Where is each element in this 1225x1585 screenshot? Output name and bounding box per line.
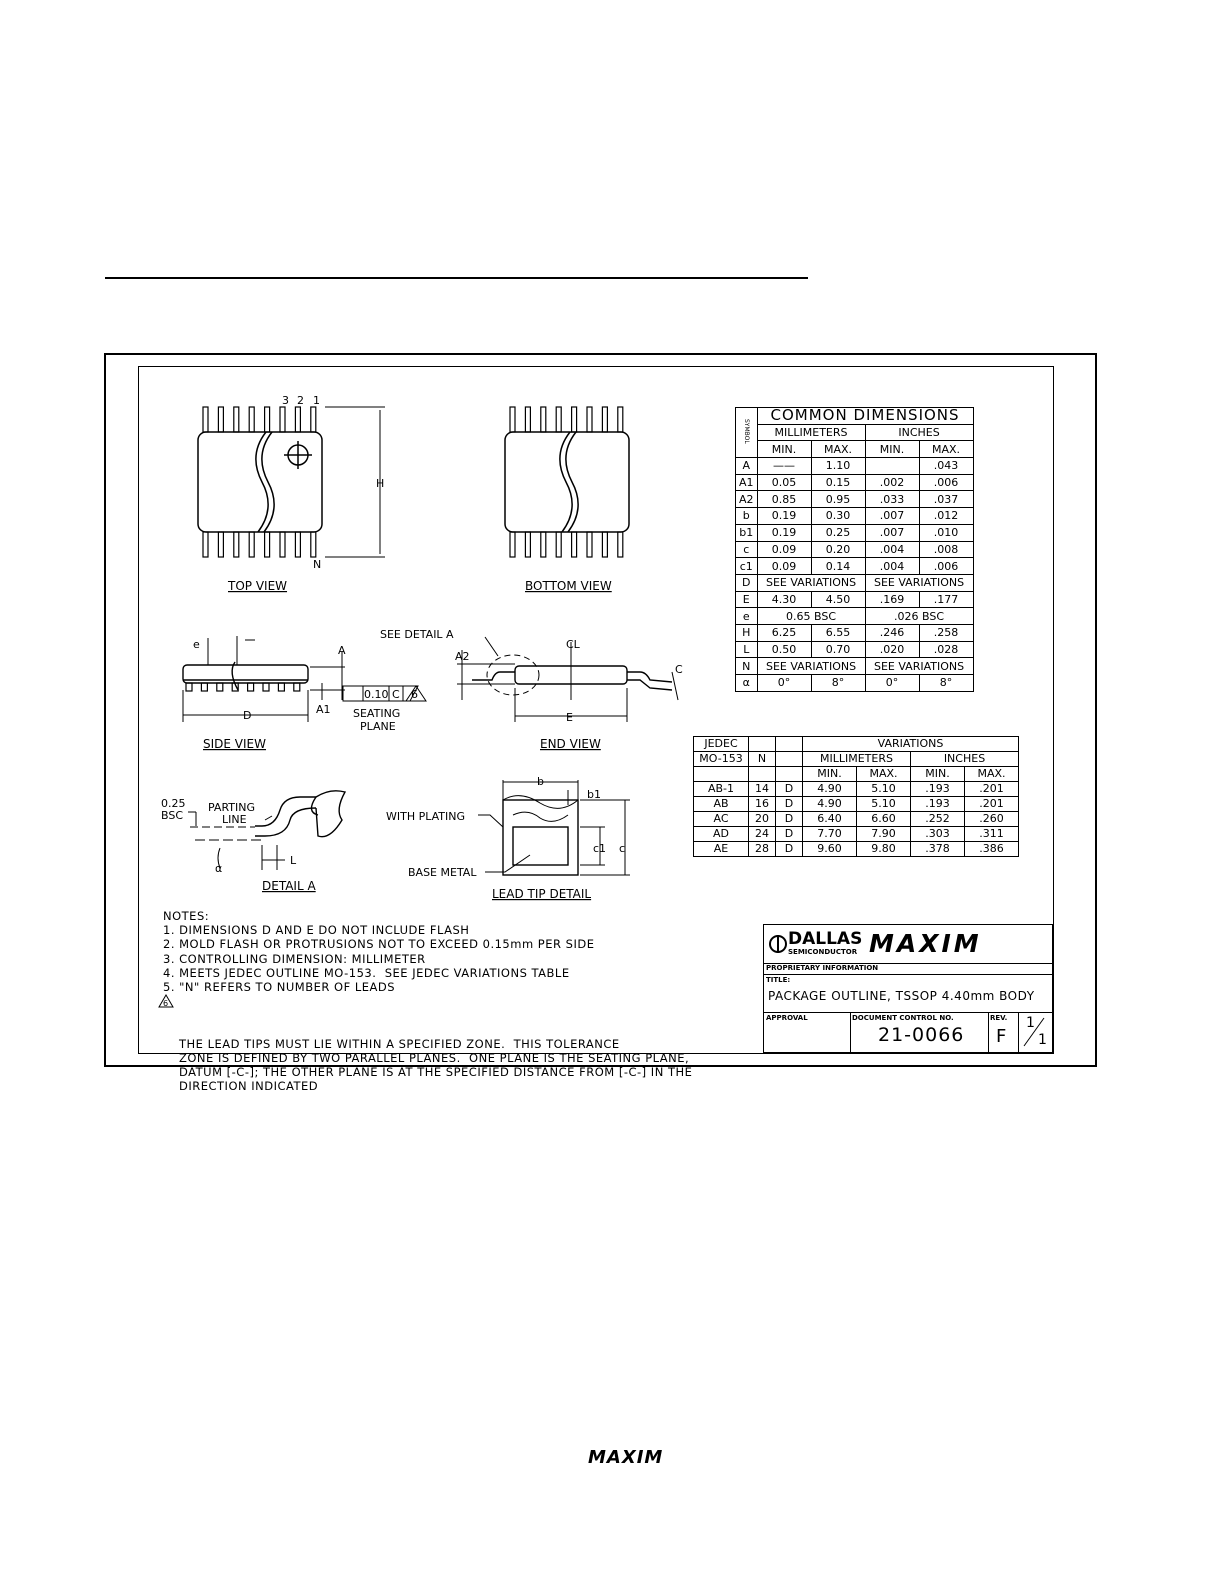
mm-max-header: MAX.	[811, 441, 865, 458]
mm-min-cell: 0.85	[757, 491, 811, 508]
lead-top	[280, 407, 285, 432]
mm-header: MILLIMETERS	[757, 424, 865, 441]
lead-bottom	[541, 532, 546, 557]
symbol-header: SYMBOL	[736, 408, 758, 458]
L-label: L	[290, 854, 297, 867]
n-cell: 24	[749, 827, 776, 842]
lead-bottom	[602, 532, 607, 557]
var-mm-max: MAX.	[857, 767, 911, 782]
variation-row	[694, 782, 1019, 797]
dimension-row	[736, 558, 974, 575]
D-label: D	[243, 709, 252, 722]
note6-line: DIRECTION INDICATED	[179, 1079, 319, 1094]
n-cell: 20	[749, 812, 776, 827]
lead-top	[525, 407, 530, 432]
note-item: 3. CONTROLLING DIMENSION: MILLIMETER	[163, 951, 426, 966]
mm-max-cell: 0.25	[811, 524, 865, 541]
bsc-value: 0.25	[161, 797, 186, 810]
blank-cell	[749, 737, 776, 752]
note6-line: ZONE IS DEFINED BY TWO PARALLEL PLANES. ONE PLANE IS THE SEATING PLANE,	[179, 1051, 690, 1066]
in-max-cell: .028	[919, 641, 973, 658]
var-in-min: MIN.	[911, 767, 965, 782]
pin3-label: 3	[282, 394, 289, 407]
ref-cell: D	[776, 842, 803, 857]
dimension-row	[736, 491, 974, 508]
mm-max-cell: 0.20	[811, 541, 865, 558]
mm-min-cell: 0.05	[757, 474, 811, 491]
in-min-cell: .004	[865, 541, 919, 558]
with-plating-label: WITH PLATING	[386, 810, 466, 823]
dimension-row	[736, 641, 974, 658]
mm-max-cell: 6.60	[857, 812, 911, 827]
mm-min-cell: 7.70	[803, 827, 857, 842]
lead-top	[602, 407, 607, 432]
side-view-caption: SIDE VIEW	[203, 737, 266, 751]
dimension-row	[736, 474, 974, 491]
lead-top	[265, 407, 270, 432]
symbol-cell: N	[736, 658, 758, 675]
in-max-cell: .010	[919, 524, 973, 541]
lead-side	[248, 683, 254, 691]
var-mm-header: MILLIMETERS	[803, 752, 911, 767]
svg-text:6: 6	[163, 999, 169, 1009]
tolerance-value: 0.10	[364, 688, 389, 701]
variant-cell: AB	[694, 797, 749, 812]
lead-top	[218, 407, 223, 432]
in-min-cell: 0°	[865, 675, 919, 692]
in-max-cell: .006	[919, 474, 973, 491]
C-ref-label: C	[675, 663, 683, 676]
in-merged-cell: SEE VARIATIONS	[865, 658, 973, 675]
lead-bottom	[587, 532, 592, 557]
lead-top	[203, 407, 208, 432]
dallas-logo-icon	[768, 933, 788, 955]
in-max-cell: .006	[919, 558, 973, 575]
mm-max-cell: 5.10	[857, 782, 911, 797]
parting-label: PARTING	[208, 801, 256, 814]
dimension-row	[736, 675, 974, 692]
mm-max-cell: 0.70	[811, 641, 865, 658]
blank-cell	[694, 767, 749, 782]
lead-bottom	[510, 532, 515, 557]
n-header: N	[749, 752, 776, 767]
lead-bottom	[218, 532, 223, 557]
mm-max-cell: 0.30	[811, 508, 865, 525]
symbol-cell: E	[736, 591, 758, 608]
lead-bottom	[525, 532, 530, 557]
lead-bottom	[249, 532, 254, 557]
lead-bottom	[572, 532, 577, 557]
symbol-cell: c	[736, 541, 758, 558]
lead-side	[278, 683, 284, 691]
line-label: LINE	[222, 813, 247, 826]
detail-a-caption: DETAIL A	[262, 879, 316, 893]
A-label: A	[338, 644, 346, 657]
lead-bottom	[556, 532, 561, 557]
lead-bottom	[311, 532, 316, 557]
mm-min-header: MIN.	[757, 441, 811, 458]
mm-min-cell: 0.09	[757, 558, 811, 575]
mm-min-cell: 4.90	[803, 797, 857, 812]
c1-label: c1	[593, 842, 607, 855]
in-min-cell: .020	[865, 641, 919, 658]
pinN-label: N	[313, 558, 322, 571]
in-max-cell: .037	[919, 491, 973, 508]
mm-min-cell: 0.09	[757, 541, 811, 558]
mm-min-cell: 0.19	[757, 524, 811, 541]
variations-table	[693, 736, 1019, 857]
title-label: TITLE:	[766, 976, 791, 984]
centerline-label: CL	[566, 638, 580, 651]
in-max-cell: .008	[919, 541, 973, 558]
variant-cell: AB-1	[694, 782, 749, 797]
inches-header: INCHES	[865, 424, 973, 441]
blank-cell	[776, 752, 803, 767]
lead-bottom	[234, 532, 239, 557]
in-min-header: MIN.	[865, 441, 919, 458]
in-min-cell: .169	[865, 591, 919, 608]
mm-max-cell: 0.95	[811, 491, 865, 508]
variation-row	[694, 812, 1019, 827]
var-mm-min: MIN.	[803, 767, 857, 782]
symbol-cell: D	[736, 574, 758, 591]
dimension-row	[736, 541, 974, 558]
doc-control-label: DOCUMENT CONTROL NO.	[852, 1014, 954, 1022]
in-max-cell: .201	[965, 797, 1019, 812]
mm-min-cell: 9.60	[803, 842, 857, 857]
side-view-leads	[186, 683, 300, 691]
mm-merged-cell: SEE VARIATIONS	[757, 658, 865, 675]
common-dimensions-table	[735, 407, 974, 692]
E-label: E	[566, 711, 573, 724]
mm-merged-cell: 0.65 BSC	[757, 608, 865, 625]
ref-cell: D	[776, 827, 803, 842]
lead-top	[510, 407, 515, 432]
revision: F	[996, 1026, 1007, 1047]
end-view-caption: END VIEW	[540, 737, 601, 751]
lead-bottom	[618, 532, 623, 557]
bottom-view-body	[505, 432, 629, 532]
b1-label: b1	[587, 788, 601, 801]
b-label: b	[537, 775, 544, 788]
mm-min-cell: 0°	[757, 675, 811, 692]
pin2-label: 2	[297, 394, 304, 407]
in-min-cell: .246	[865, 624, 919, 641]
dimension-row	[736, 624, 974, 641]
mm-max-cell: 4.50	[811, 591, 865, 608]
lead-top	[556, 407, 561, 432]
mm-min-cell: 6.40	[803, 812, 857, 827]
in-max-cell: .177	[919, 591, 973, 608]
common-dimensions-title: COMMON DIMENSIONS	[757, 408, 973, 425]
ref-cell: D	[776, 797, 803, 812]
bottom-view-caption: BOTTOM VIEW	[525, 579, 612, 593]
symbol-cell: L	[736, 641, 758, 658]
ref-cell: D	[776, 812, 803, 827]
mm-min-cell: ——	[757, 458, 811, 475]
lead-side	[186, 683, 192, 691]
n-cell: 16	[749, 797, 776, 812]
see-detail-a-label: SEE DETAIL A	[380, 628, 454, 641]
variations-title: VARIATIONS	[803, 737, 1019, 752]
dallas-semiconductor: SEMICONDUCTOR	[788, 948, 858, 956]
n-cell: 28	[749, 842, 776, 857]
note6-line: THE LEAD TIPS MUST LIE WITHIN A SPECIFIED ZONE. THIS TOLERANCE	[179, 1036, 620, 1051]
dimension-row	[736, 508, 974, 525]
jedec-header: JEDEC	[694, 737, 749, 752]
bsc-label: BSC	[161, 809, 184, 822]
ref-cell: D	[776, 782, 803, 797]
mm-min-cell: 0.50	[757, 641, 811, 658]
in-max-cell: .386	[965, 842, 1019, 857]
note-item: 4. MEETS JEDEC OUTLINE MO-153. SEE JEDEC VARIATIONS TABLE	[163, 965, 570, 980]
lead-top	[541, 407, 546, 432]
variant-cell: AD	[694, 827, 749, 842]
in-min-cell: .193	[911, 782, 965, 797]
maxim-logo: MAXIM	[869, 929, 982, 958]
in-merged-cell: .026 BSC	[865, 608, 973, 625]
lead-tip-detail-caption: LEAD TIP DETAIL	[492, 887, 592, 901]
base-metal-label: BASE METAL	[408, 866, 477, 879]
mm-max-cell: 5.10	[857, 797, 911, 812]
symbol-cell: b1	[736, 524, 758, 541]
var-in-max: MAX.	[965, 767, 1019, 782]
dimension-row	[736, 574, 974, 591]
var-in-header: INCHES	[911, 752, 1019, 767]
n-cell: 14	[749, 782, 776, 797]
lead-side	[217, 683, 223, 691]
in-min-cell: .007	[865, 508, 919, 525]
in-min-cell: .033	[865, 491, 919, 508]
in-max-cell: .258	[919, 624, 973, 641]
pin1-label: 1	[313, 394, 320, 407]
in-min-cell: .193	[911, 797, 965, 812]
lead-side	[294, 683, 300, 691]
plane-label: PLANE	[360, 720, 396, 733]
symbol-cell: A	[736, 458, 758, 475]
symbol-cell: A2	[736, 491, 758, 508]
dimension-row	[736, 524, 974, 541]
in-min-cell: .252	[911, 812, 965, 827]
in-max-header: MAX.	[919, 441, 973, 458]
in-max-cell: .260	[965, 812, 1019, 827]
variation-row	[694, 842, 1019, 857]
package-title: PACKAGE OUTLINE, TSSOP 4.40mm BODY	[768, 989, 1035, 1003]
seating-label: SEATING	[353, 707, 401, 720]
mm-max-cell: 0.15	[811, 474, 865, 491]
blank-cell	[749, 767, 776, 782]
mm-min-cell: 4.30	[757, 591, 811, 608]
lead-top	[572, 407, 577, 432]
symbol-cell: H	[736, 624, 758, 641]
alpha-label: α	[215, 862, 223, 875]
datum-label: C	[392, 688, 400, 701]
lead-side	[263, 683, 269, 691]
mm-max-cell: 9.80	[857, 842, 911, 857]
symbol-cell: c1	[736, 558, 758, 575]
c-label: c	[619, 842, 626, 855]
footer-maxim-logo: MAXIM	[588, 1447, 664, 1468]
lead-tip-detail-drawing	[478, 780, 630, 875]
in-min-cell: .303	[911, 827, 965, 842]
dimension-row	[736, 458, 974, 475]
mo-label: MO-153	[694, 752, 749, 767]
mm-merged-cell: SEE VARIATIONS	[757, 574, 865, 591]
note6-triangle-icon	[158, 994, 174, 1008]
lead-bottom	[295, 532, 300, 557]
A1-label: A1	[316, 703, 331, 716]
lead-top	[249, 407, 254, 432]
lead-bottom	[280, 532, 285, 557]
dimension-row	[736, 608, 974, 625]
variation-row	[694, 797, 1019, 812]
note6-line: DATUM [-C-]; THE OTHER PLANE IS AT THE SPECIFIED DISTANCE FROM [-C-] IN THE	[179, 1065, 693, 1080]
e-label: e	[193, 638, 200, 651]
variant-cell: AE	[694, 842, 749, 857]
lead-bottom	[265, 532, 270, 557]
sheet-number: 1	[1026, 1015, 1035, 1031]
note-item: 2. MOLD FLASH OR PROTRUSIONS NOT TO EXCEED 0.15mm PER SIDE	[163, 937, 595, 952]
blank-cell	[776, 767, 803, 782]
top-view-caption: TOP VIEW	[228, 579, 288, 593]
lead-top	[587, 407, 592, 432]
variant-cell: AC	[694, 812, 749, 827]
in-merged-cell: SEE VARIATIONS	[865, 574, 973, 591]
notes-heading: NOTES:	[163, 909, 210, 923]
mm-min-cell: 0.19	[757, 508, 811, 525]
symbol-cell: b	[736, 508, 758, 525]
note-item: 1. DIMENSIONS D AND E DO NOT INCLUDE FLASH	[163, 923, 470, 938]
lead-top	[311, 407, 316, 432]
lead-side	[201, 683, 207, 691]
H-label: H	[376, 477, 385, 490]
proprietary-label: PROPRIETARY INFORMATION	[766, 964, 879, 972]
in-min-cell: .002	[865, 474, 919, 491]
in-min-cell	[865, 458, 919, 475]
symbol-cell: e	[736, 608, 758, 625]
note-item: 5. "N" REFERS TO NUMBER OF LEADS	[163, 980, 396, 995]
dallas-name: DALLAS	[788, 929, 863, 949]
lead-top	[234, 407, 239, 432]
rev-label: REV.	[990, 1014, 1008, 1022]
symbol-cell: A1	[736, 474, 758, 491]
in-max-cell: .012	[919, 508, 973, 525]
lead-top	[295, 407, 300, 432]
mm-max-cell: 6.55	[811, 624, 865, 641]
in-min-cell: .004	[865, 558, 919, 575]
in-max-cell: .043	[919, 458, 973, 475]
in-min-cell: .378	[911, 842, 965, 857]
mm-max-cell: 0.14	[811, 558, 865, 575]
notes-block	[163, 909, 692, 1122]
approval-label: APPROVAL	[766, 1014, 808, 1022]
lead-bottom	[203, 532, 208, 557]
dimension-row	[736, 591, 974, 608]
mm-min-cell: 4.90	[803, 782, 857, 797]
lead-top	[618, 407, 623, 432]
in-max-cell: 8°	[919, 675, 973, 692]
in-max-cell: .311	[965, 827, 1019, 842]
mm-min-cell: 6.25	[757, 624, 811, 641]
title-block	[763, 924, 1053, 1053]
variation-row	[694, 827, 1019, 842]
top-view-leads	[203, 407, 316, 557]
dimension-row	[736, 658, 974, 675]
document-number: 21-0066	[878, 1024, 965, 1046]
A2-label: A2	[455, 650, 470, 663]
symbol-cell: α	[736, 675, 758, 692]
mm-max-cell: 8°	[811, 675, 865, 692]
note6-ref: 6	[411, 688, 418, 701]
sheet-total: 1	[1038, 1032, 1047, 1048]
in-min-cell: .007	[865, 524, 919, 541]
mm-max-cell: 7.90	[857, 827, 911, 842]
blank-cell	[776, 737, 803, 752]
in-max-cell: .201	[965, 782, 1019, 797]
mm-max-cell: 1.10	[811, 458, 865, 475]
